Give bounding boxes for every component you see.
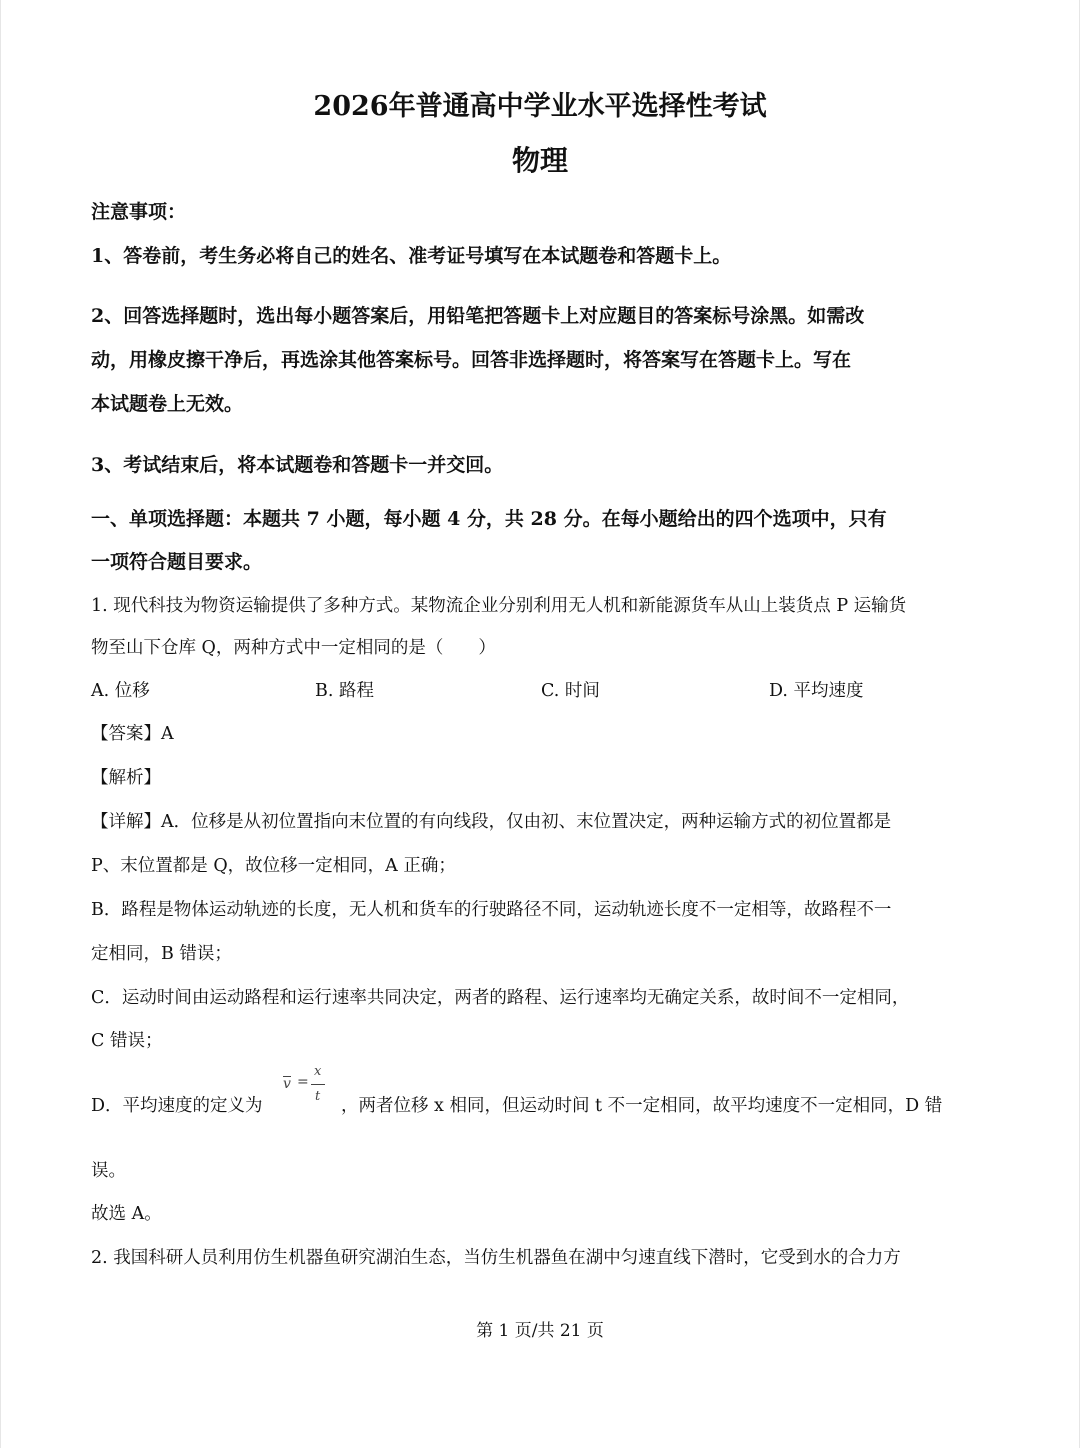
notice-item-1: 1、答卷前，考生务必将自己的姓名、准考证号填写在本试题卷和答题卡上。 <box>91 245 732 267</box>
fraction-bar <box>311 1084 325 1085</box>
detail-b-line-2: 定相同，B 错误； <box>91 944 232 964</box>
formula-lhs: v <box>283 1076 291 1092</box>
option-d: D. 平均速度 <box>769 681 864 701</box>
option-b: B. 路程 <box>315 681 374 701</box>
answer-label: 【答案】A <box>91 724 174 744</box>
subject-title: 物理 <box>511 144 568 177</box>
detail-c-line-2: C 错误； <box>91 1031 163 1051</box>
detail-d-suffix: ，两者位移 x 相同，但运动时间 t 不一定相同，故平均速度不一定相同，D 错 <box>341 1096 943 1116</box>
conclusion: 故选 A。 <box>91 1204 162 1224</box>
detail-line-2: P、末位置都是 Q，故位移一定相同，A 正确； <box>91 856 456 876</box>
question-1-stem-line-1: 1. 现代科技为物资运输提供了多种方式。某物流企业分别利用无人机和新能源货车从山上装货点 P 运输货 <box>91 596 907 616</box>
section-heading-line-1: 一、单项选择题：本题共 7 小题，每小题 4 分，共 28 分。在每小题给出的四个选项中，只有 <box>91 508 887 530</box>
notice-item-3: 3、考试结束后，将本试题卷和答题卡一并交回。 <box>91 454 504 476</box>
detail-line-1: 【详解】A．位移是从初位置指向末位置的有向线段，仅由初、末位置决定，两种运输方式的初位置都是 <box>91 812 892 832</box>
notice-item-2-line-1: 2、回答选择题时，选出每小题答案后，用铅笔把答题卡上对应题目的答案标号涂黑。如需改 <box>91 305 865 327</box>
section-heading-line-2: 一项符合题目要求。 <box>91 551 263 573</box>
detail-c-line-1: C．运动时间由运动路程和运行速率共同决定，两者的路程、运行速率均无确定关系，故时间不一定相同， <box>91 988 910 1008</box>
option-c: C. 时间 <box>541 681 600 701</box>
formula-denominator: t <box>315 1089 321 1104</box>
detail-d-prefix: D．平均速度的定义为 <box>91 1096 263 1116</box>
option-a: A. 位移 <box>91 681 150 701</box>
detail-d-line-2: 误。 <box>91 1161 126 1181</box>
average-velocity-formula <box>283 1066 333 1116</box>
notice-item-2-line-3: 本试题卷上无效。 <box>91 393 244 415</box>
question-1-stem-line-2: 物至山下仓库 Q，两种方式中一定相同的是（ ） <box>91 638 496 658</box>
detail-b-line-1: B．路程是物体运动轨迹的长度，无人机和货车的行驶路径不同，运动轨迹长度不一定相等，故路程不一 <box>91 900 892 920</box>
notice-heading: 注意事项： <box>91 201 187 223</box>
question-2-stem-line-1: 2. 我国科研人员利用仿生机器鱼研究湖泊生态，当仿生机器鱼在湖中匀速直线下潜时，它受到水的合力方 <box>91 1248 901 1268</box>
notice-item-2-line-2: 动，用橡皮擦干净后，再选涂其他答案标号。回答非选择题时，将答案写在答题卡上。写在 <box>91 349 852 371</box>
page-footer: 第 1 页/共 21 页 <box>476 1321 604 1341</box>
analysis-label: 【解析】 <box>91 768 161 788</box>
formula-numerator: x <box>314 1064 322 1079</box>
formula-equals: = <box>297 1074 309 1090</box>
exam-title: 2026年普通高中学业水平选择性考试 <box>313 91 767 122</box>
